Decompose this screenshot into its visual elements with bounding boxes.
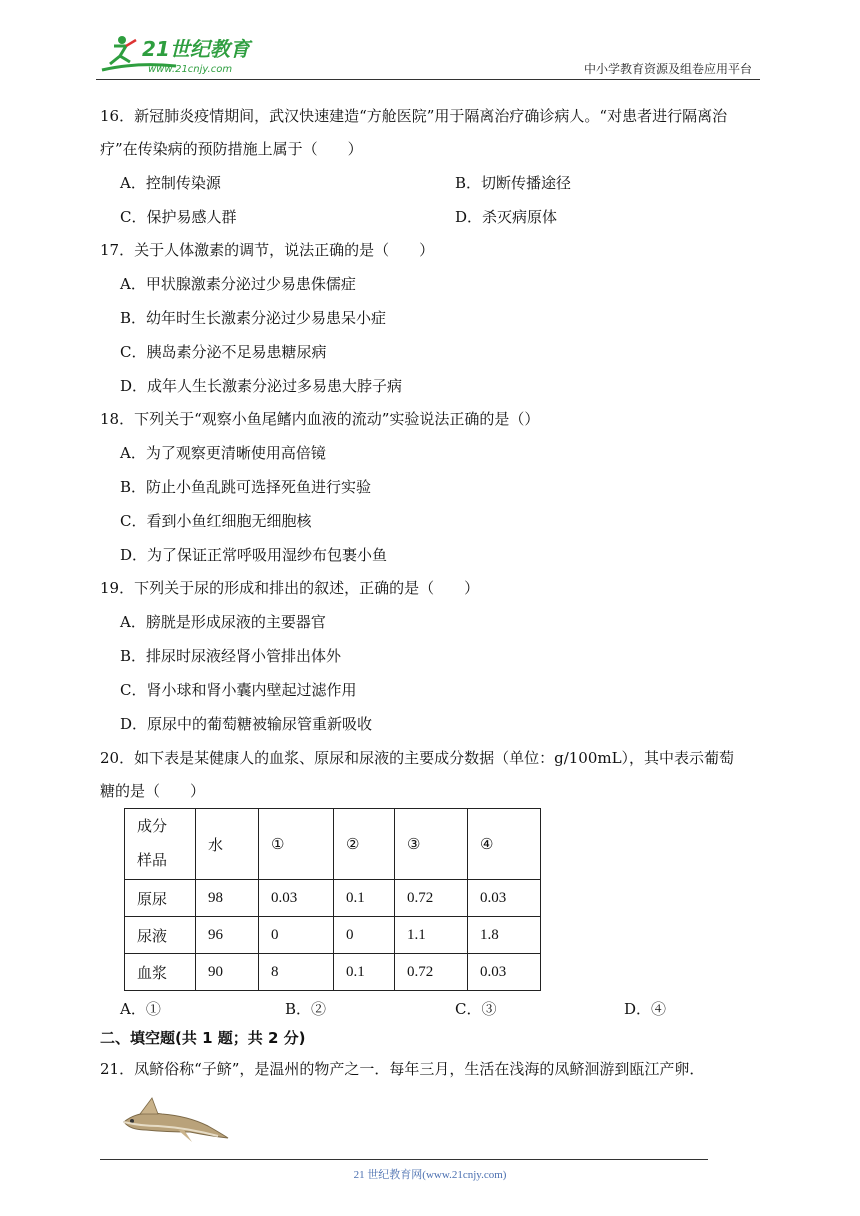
logo-21cnjy [96,32,276,76]
table-cell: 0.72 [395,954,468,991]
header-divider [96,79,760,80]
q18-option-b: B．防止小鱼乱跳可选择死鱼进行实验 [120,478,372,496]
table-row [125,917,541,954]
q16-stem-line-1: 16．新冠肺炎疫情期间，武汉快速建造“方舱医院”用于隔离治疗确诊病人。“对患者进行隔离治 [100,107,728,125]
q20-stem-line-2: 糖的是（ ） [100,782,206,800]
column-header: ② [334,809,395,880]
q16-option-b: B．切断传播途径 [455,174,572,192]
table-cell: 0.1 [334,954,395,991]
table-header-row [125,809,541,880]
table-cell: 0.1 [334,880,395,917]
column-header: ① [259,809,334,880]
corner-top-label: 成分 [137,819,168,835]
q19-option-a: A．膀胱是形成尿液的主要器官 [120,613,326,631]
page-header [96,30,760,78]
table-cell: 8 [259,954,334,991]
table-cell: 0.03 [468,954,541,991]
table-cell: 1.1 [395,917,468,954]
q17-option-d: D．成年人生长激素分泌过多易患大脖子病 [120,377,403,395]
section-heading: 二、填空题(共 1 题；共 2 分) [100,1029,306,1047]
q19-option-d: D．原尿中的葡萄糖被输尿管重新吸收 [120,715,373,733]
table-cell: 0.03 [468,880,541,917]
q17-option-c: C．胰岛素分泌不足易患糖尿病 [120,343,327,361]
row-label: 尿液 [125,917,196,954]
column-header: 水 [196,809,259,880]
table-cell: 90 [196,954,259,991]
footer-divider [100,1159,708,1160]
platform-name: 中小学教育资源及组卷应用平台 [583,62,752,76]
q18-option-d: D．为了保证正常呼吸用湿纱布包裹小鱼 [120,546,388,564]
table-row [125,880,541,917]
q19-stem: 19．下列关于尿的形成和排出的叙述，正确的是（ ） [100,579,480,597]
row-label: 原尿 [125,880,196,917]
q20-option-b: B．② [285,1000,327,1018]
table-cell: 0 [259,917,334,954]
table-cell: 0.72 [395,880,468,917]
q17-option-a: A．甲状腺激素分泌过少易患侏儒症 [120,275,356,293]
column-header: ④ [468,809,541,880]
table-cell: 0 [334,917,395,954]
row-label: 血浆 [125,954,196,991]
q18-option-a: A．为了观察更清晰使用高倍镜 [120,444,326,462]
q20-option-a: A．① [120,1000,161,1018]
q20-option-d: D．④ [624,1000,667,1018]
q16-option-a: A．控制传染源 [120,174,221,192]
svg-text:21世纪教育: 21世纪教育 [142,37,250,61]
corner-bottom-label: 样品 [137,853,168,869]
q16-option-d: D．杀灭病原体 [455,208,558,226]
footer-text: 21 世纪教育网(www.21cnjy.com) [353,1169,507,1181]
fish-image [118,1092,230,1144]
svg-text:www.21cnjy.com: www.21cnjy.com [148,64,233,75]
q19-option-c: C．肾小球和肾小囊内壁起过滤作用 [120,681,357,699]
q20-option-c: C．③ [455,1000,497,1018]
table-row [125,954,541,991]
table-corner-cell [125,809,196,880]
q17-option-b: B．幼年时生长激素分泌过少易患呆小症 [120,309,387,327]
table-cell: 1.8 [468,917,541,954]
q16-option-c: C．保护易感人群 [120,208,237,226]
q16-stem-line-2: 疗”在传染病的预防措施上属于（ ） [100,140,363,158]
table-cell: 0.03 [259,880,334,917]
q20-stem-line-1: 20．如下表是某健康人的血浆、原尿和尿液的主要成分数据（单位：g/100mL），其中表示葡萄 [100,749,735,767]
q21-stem: 21．凤鲚俗称“子鲚”，是温州的物产之一．每年三月，生活在浅海的凤鲚洄游到瓯江产卵． [100,1060,705,1078]
table-cell: 96 [196,917,259,954]
q18-stem: 18．下列关于“观察小鱼尾鳍内血液的流动”实验说法正确的是（） [100,410,540,428]
q18-option-c: C．看到小鱼红细胞无细胞核 [120,512,312,530]
composition-table [124,808,541,991]
q19-option-b: B．排尿时尿液经肾小管排出体外 [120,647,342,665]
column-header: ③ [395,809,468,880]
q17-stem: 17．关于人体激素的调节，说法正确的是（ ） [100,241,435,259]
table-cell: 98 [196,880,259,917]
